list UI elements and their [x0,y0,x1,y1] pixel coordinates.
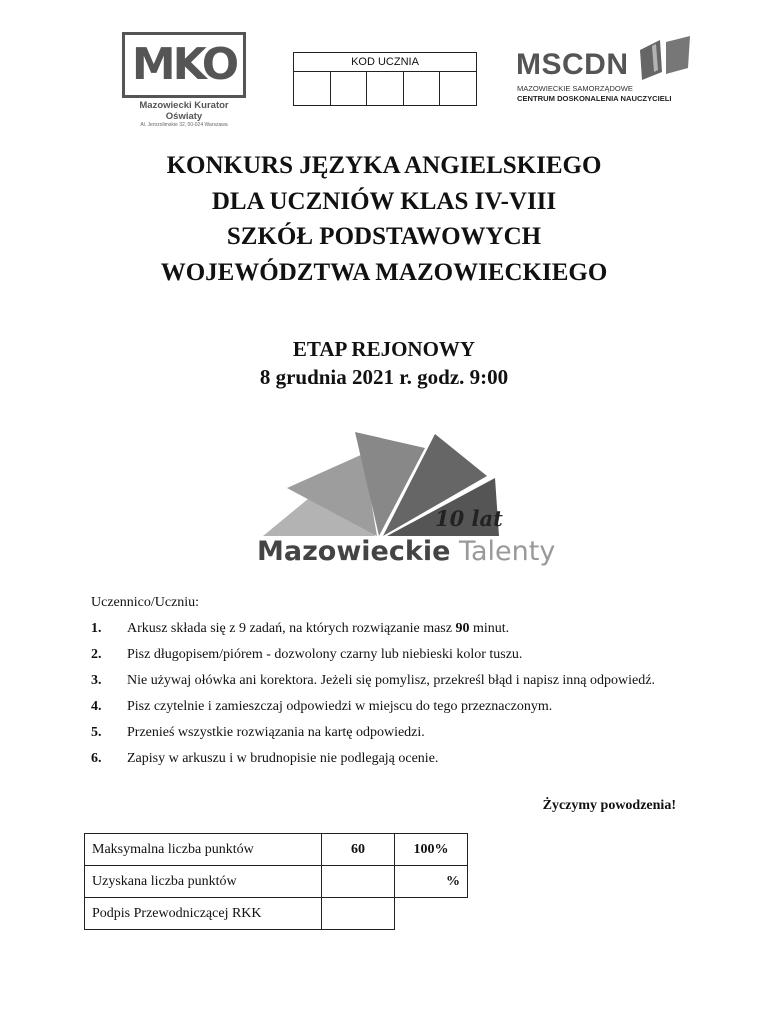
list-item-number: 4. [91,699,102,714]
student-code-box [293,52,477,106]
page-title [0,148,768,290]
list-item-text-part: Arkusz składa się z 9 zadań, na których rozwiązanie masz [127,621,456,636]
mscdn-logo-name: MSCDN [516,48,629,81]
mazowieckie-talenty-logo [255,432,556,582]
student-code-label: KOD UCZNIA [294,53,476,72]
list-item-number: 2. [91,647,102,662]
student-code-cell[interactable] [404,72,441,105]
mko-logo-name: Mazowiecki Kurator Oświaty [139,100,229,122]
list-item-number: 6. [91,751,102,766]
list-item [91,749,678,768]
list-item-text [127,619,678,638]
list-item [91,645,678,664]
greeting: Uczennico/Uczniu: [91,595,200,610]
mscdn-logo [516,36,696,108]
student-code-cell[interactable] [440,72,476,105]
title-line: WOJEWÓDZTWA MAZOWIECKIEGO [160,258,608,286]
book-icon [636,36,694,80]
table-cell-points[interactable] [322,866,395,898]
list-item [91,697,678,716]
list-item-number: 5. [91,725,102,740]
list-item-number: 1. [91,621,102,636]
list-item-text: Zapisy w arkuszu i w brudnopisie nie podlegają ocenie. [127,751,439,766]
score-table [84,833,468,930]
talenty-wordmark [257,536,555,567]
stage-date: 8 grudnia 2021 r. godz. 9:00 [259,365,509,389]
table-row [85,866,468,898]
list-item [91,619,678,638]
table-row [85,834,468,866]
table-cell-label: Maksymalna liczba punktów [85,834,322,866]
list-item [91,671,678,690]
list-item-text-part: minut. [469,621,510,636]
list-item-bold: 90 [455,621,470,636]
mscdn-logo-line2: CENTRUM DOSKONALENIA NAUCZYCIELI [517,94,672,103]
student-code-cell[interactable] [367,72,404,105]
mko-logo-address: Al. Jerozolimskie 32, 00-024 Warszawa [140,122,228,128]
list-item-text: Przenieś wszystkie rozwiązania na kartę odpowiedzi. [127,725,425,740]
table-cell-points: 60 [322,834,395,866]
table-cell-percent[interactable]: % [395,866,468,898]
mko-logo [122,32,252,128]
stage-info [0,335,768,391]
ten-years-badge: 10 lat [435,506,503,531]
list-item-number: 3. [91,673,102,688]
talenty-word1: Mazowieckie [257,536,451,567]
list-item [91,723,678,742]
title-line: KONKURS JĘZYKA ANGIELSKIEGO [166,152,602,179]
title-line: DLA UCZNIÓW KLAS IV-VIII [211,187,557,215]
student-code-cell[interactable] [294,72,331,105]
mko-logo-letters: MKO [131,39,237,90]
talenty-word2: Talenty [458,536,556,567]
list-item-text: Pisz długopisem/piórem - dozwolony czarny lub niebieski kolor tuszu. [127,647,523,662]
table-row [85,898,468,930]
list-item-text: Pisz czytelnie i zamieszczaj odpowiedzi w miejscu do tego przeznaczonym. [127,699,553,714]
good-luck-wish: Życzymy powodzenia! [542,798,676,813]
title-line: SZKÓŁ PODSTAWOWYCH [226,223,542,250]
mko-logo-mark [122,32,246,98]
instruction-list [91,619,678,775]
signature-field[interactable] [322,898,395,930]
list-item-text: Nie używaj ołówka ani korektora. Jeżeli się pomylisz, przekreśl błąd i napisz inną odpowiedź. [127,673,655,688]
mscdn-logo-line1: MAZOWIECKIE SAMORZĄDOWE [517,84,633,93]
stage-name: ETAP REJONOWY [292,337,476,361]
table-cell-percent: 100% [395,834,468,866]
table-cell-label: Podpis Przewodniczącej RKK [85,898,322,930]
student-code-cell[interactable] [331,72,368,105]
table-cell-label: Uzyskana liczba punktów [85,866,322,898]
